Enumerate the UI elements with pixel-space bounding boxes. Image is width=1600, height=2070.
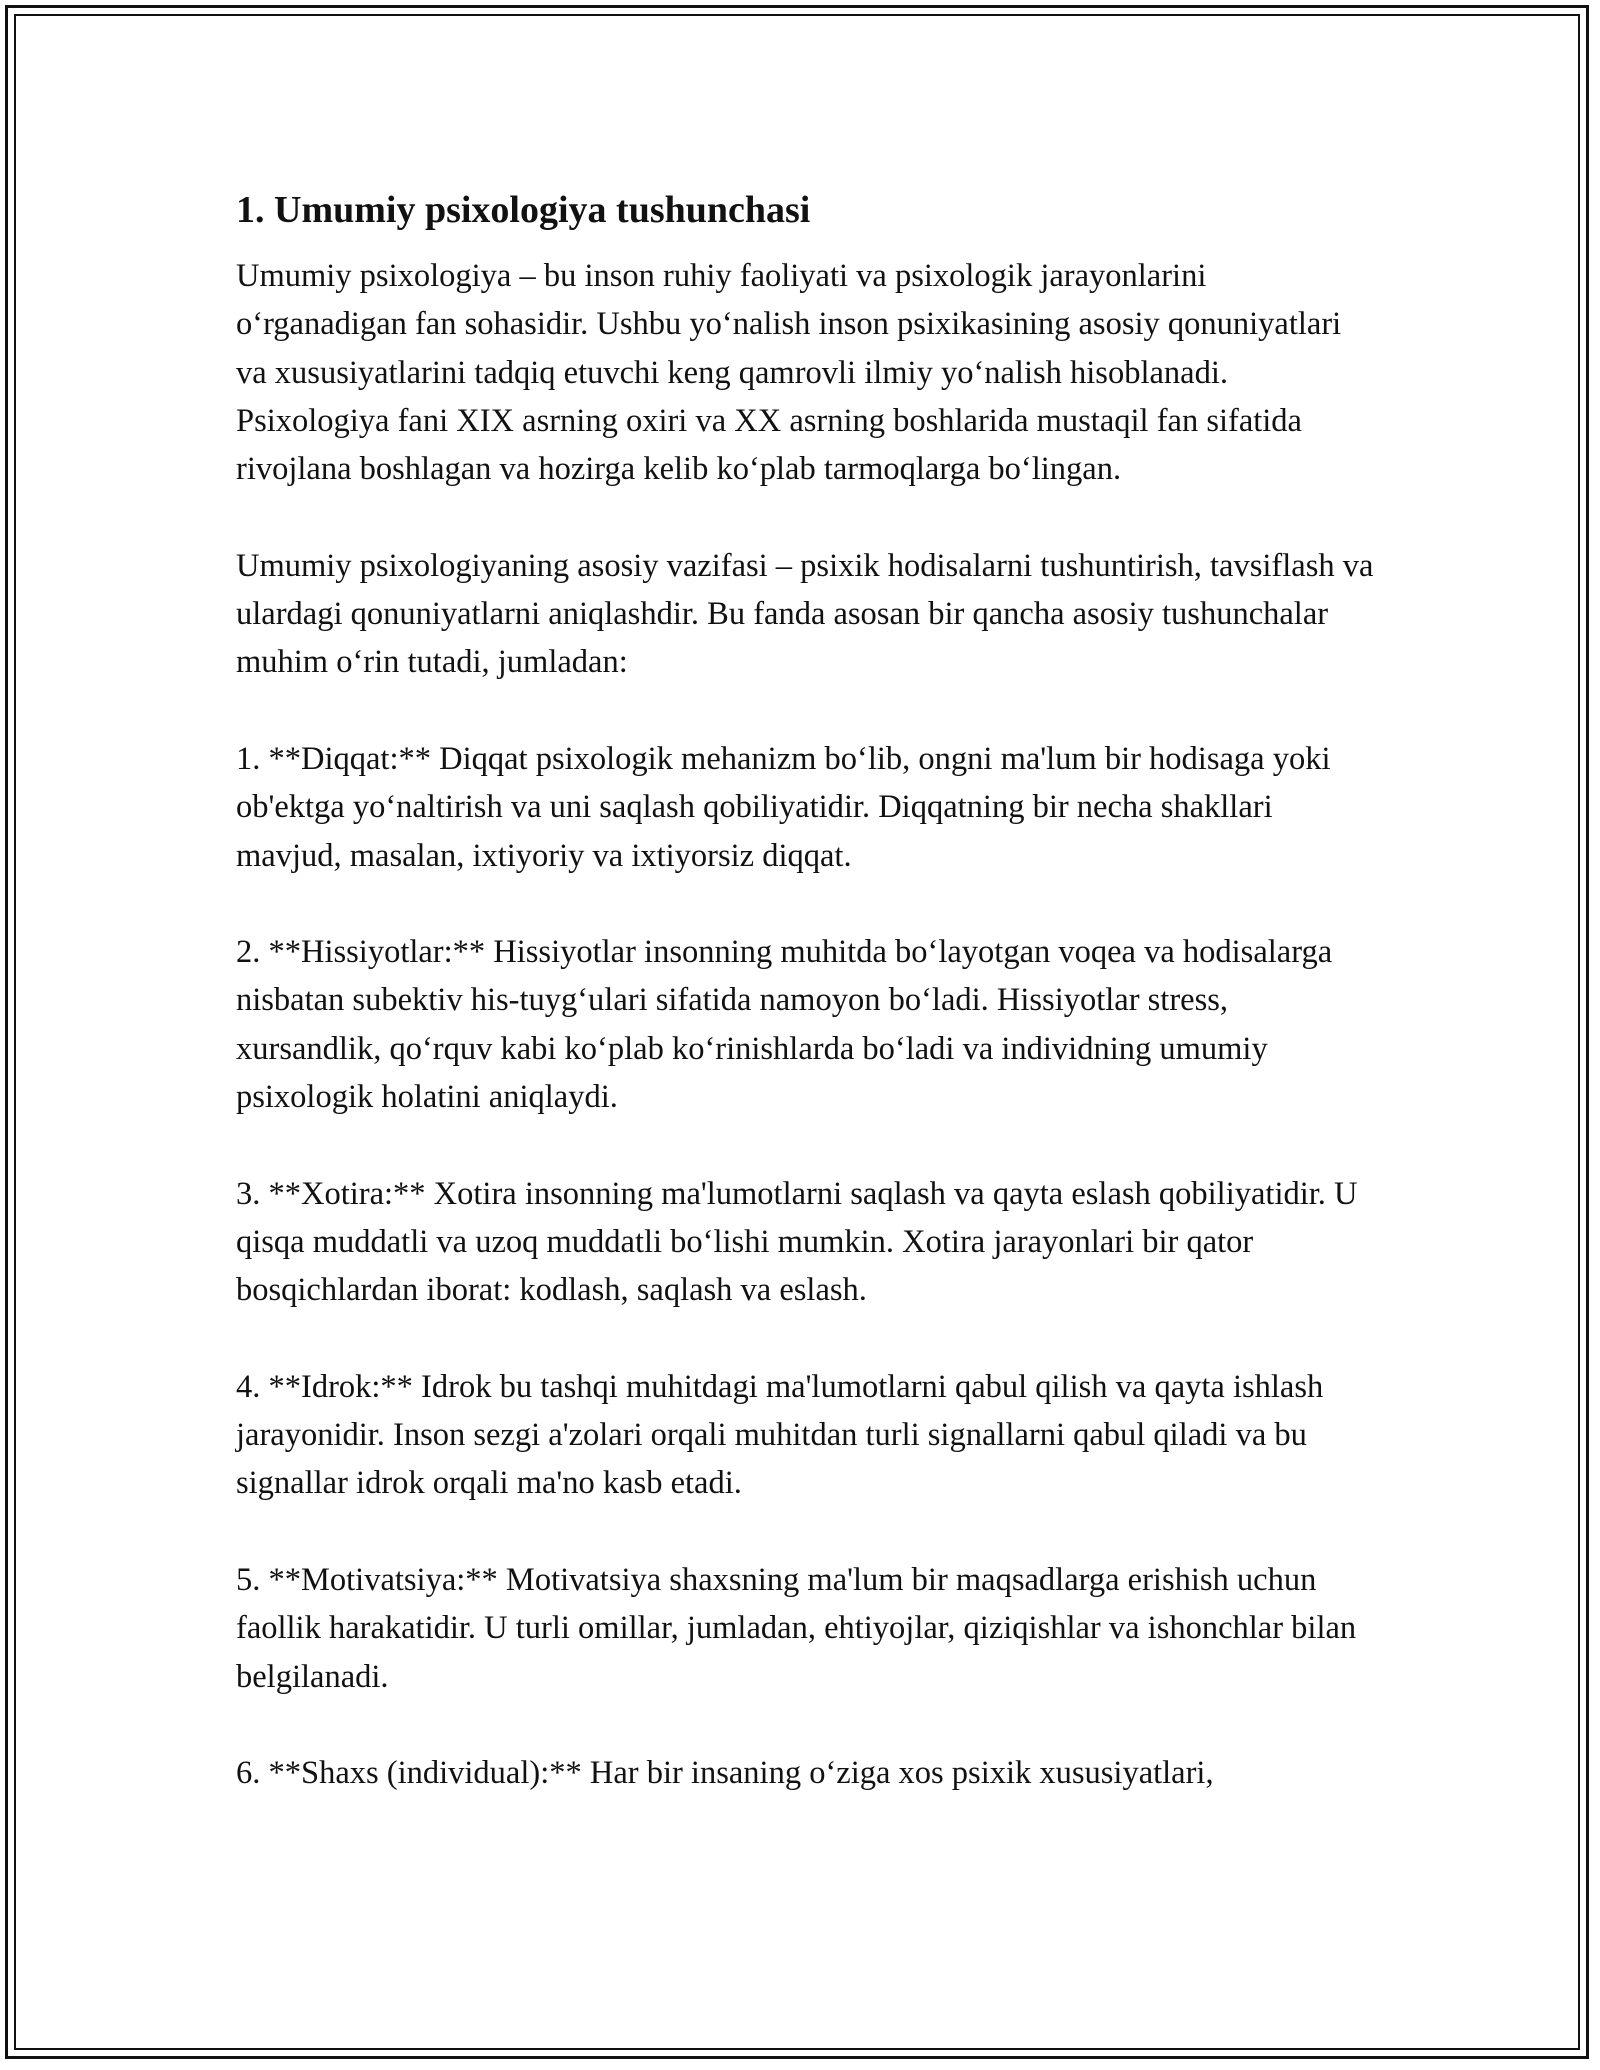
list-item-shaxs: 6. **Shaxs (individual):** Har bir insaning o‘ziga xos psixik xususiyatlari, <box>236 1755 1214 1792</box>
paragraph-tasks: Umumiy psixologiyaning asosiy vazifasi – psixik hodisalarni tushuntirish, tavsiflash va ulardagi qonuniyatlarni aniqlashdir. Bu fanda asosan bir qancha asosiy tushunchalar muhim o‘rin tutadi, jumladan: <box>236 547 1374 681</box>
list-item-motivatsiya: 5. **Motivatsiya:** Motivatsiya shaxsning ma'lum bir maqsadlarga erishish uchun faollik harakatidir. U turli omillar, jumladan, ehtiyojlar, qiziqishlar va ishonchlar bilan belgilanadi. <box>236 1562 1357 1695</box>
list-item-hissiyotlar: 2. **Hissiyotlar:** Hissiyotlar insonning muhitda bo‘layotgan voqea va hodisalarga nisbatan subektiv his-tuyg‘ulari sifatida namoyon bo‘ladi. Hissiyotlar stress, xursandlik, qo‘rquv kabi ko‘plab ko‘rinishlarda bo‘ladi va individning umumiy psixologik holatini aniqlaydi. <box>236 934 1333 1116</box>
list-item-idrok: 4. **Idrok:** Idrok bu tashqi muhitdagi ma'lumotlarni qabul qilish va qayta ishlash jarayonidir. Inson sezgi a'zolari orqali muhitdan turli signallarni qabul qiladi va bu signallar idrok orqali ma'no kasb etadi. <box>236 1368 1324 1502</box>
list-item-xotira: 3. **Xotira:** Xotira insonning ma'lumotlarni saqlash va qayta eslash qobiliyatidir. U qisqa muddatli va uzoq muddatli bo‘lishi mumkin. Xotira jarayonlari bir qator bosqichlardan iborat: kodlash, saqlash va eslash. <box>236 1175 1358 1309</box>
document-body <box>236 184 1376 1846</box>
section-heading: 1. Umumiy psixologiya tushunchasi <box>236 189 811 231</box>
paragraph-intro: Umumiy psixologiya – bu inson ruhiy faoliyati va psixologik jarayonlarini o‘rganadigan fan sohasidir. Ushbu yo‘nalish inson psixikasining asosiy qonuniyatlari va xususiyatlarini tadqiq etuvchi keng qamrovli ilmiy yo‘nalish hisoblanadi. Psixologiya fani XIX asrning oxiri va XX asrning boshlarida mustaqil fan sifatida rivojlana boshlagan va hozirga kelib ko‘plab tarmoqlarga bo‘lingan. <box>236 258 1342 488</box>
list-item-diqqat: 1. **Diqqat:** Diqqat psixologik mehanizm bo‘lib, ongni ma'lum bir hodisaga yoki ob'ektga yo‘naltirish va uni saqlash qobiliyatidir. Diqqatning bir necha shakllari mavjud, masalan, ixtiyoriy va ixtiyorsiz diqqat. <box>236 740 1331 874</box>
